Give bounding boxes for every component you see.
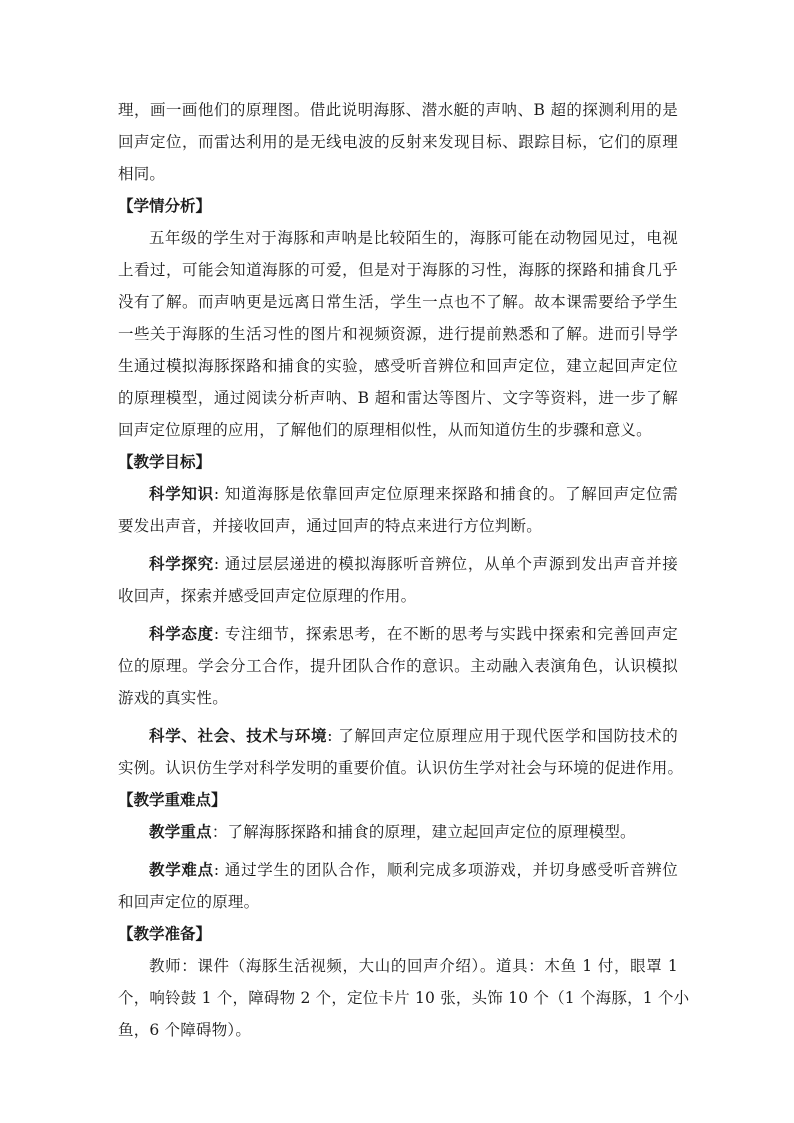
goal-sts [118,720,684,784]
paragraph-line: 生通过模拟海豚探路和捕食的实验，感受听音辨位和回声定位，建立起回声定位 [118,357,678,375]
paragraph-line: 位的原理。学会分工合作，提升团队合作的意识。主动融入表演角色，认识模拟 [118,657,678,675]
paragraph-line: 回声定位原理的应用，了解他们的原理相似性，从而知道仿生的步骤和意义。 [118,421,652,439]
paragraph-line: 五年级的学生对于海豚和声呐是比较陌生的，海豚可能在动物园见过，电视 [149,229,678,247]
paragraph-line [118,854,678,886]
paragraph-line: 教师：课件（海豚生活视频，大山的回声介绍）。道具：木鱼 1 付，眼罩 1 [149,957,678,975]
paragraph-line: 游戏的真实性。 [118,689,228,707]
goal-text: : 专注细节，探索思考，在不断的思考与实践中探索和完善回声定 [213,625,678,643]
paragraph-line: 要发出声音，并接收回声，通过回声的特点来进行方位判断。 [118,517,542,535]
paragraph-line [118,478,678,510]
section-heading-analysis: 【学情分析】 [118,196,212,215]
section-heading-prep: 【教学准备】 [118,924,212,943]
keypoint-text: ：了解海豚探路和捕食的原理，建立起回声定位的原理模型。 [211,823,636,841]
goal-inquiry [118,548,678,612]
goal-label: 科学态度 [149,624,214,643]
goal-attitude [118,618,678,714]
paragraph-line: 个，响铃鼓 1 个，障碍物 2 个，定位卡片 10 张，头饰 10 个（1 个海豚，1 个小 [118,989,690,1007]
paragraph-line [118,720,678,752]
paragraph-line [118,618,678,650]
section-heading-keypoints: 【教学重难点】 [118,790,227,809]
keypoint-difficult [118,854,678,918]
goal-label: 科学探究 [149,554,214,573]
paragraph-line [118,548,678,580]
analysis-paragraph [118,222,678,446]
paragraph-line: 没有了解。而声呐更是远离日常生活，学生一点也不了解。故本课需要给予学生 [118,293,678,311]
section-heading-goals: 【教学目标】 [118,452,212,471]
paragraph-line: 回声定位，而雷达利用的是无线电波的反射来发现目标、跟踪目标，它们的原理 [118,133,678,151]
paragraph-line: 理，画一画他们的原理图。借此说明海豚、潜水艇的声呐、B 超的探测利用的是 [118,101,678,119]
keypoint-text: : 通过学生的团队合作，顺利完成多项游戏，并切身感受听音辨位 [213,861,678,879]
goal-text: : 通过层层递进的模拟海豚听音辨位，从单个声源到发出声音并接 [213,555,678,573]
prep-paragraph [118,950,690,1046]
paragraph-line: 一些关于海豚的生活习性的图片和视频资源，进行提前熟悉和了解。进而引导学 [118,325,678,343]
paragraph-line: 实例。认识仿生学对科学发明的重要价值。认识仿生学对社会与环境的促进作用。 [118,759,684,777]
paragraph-line: 鱼，6 个障碍物）。 [118,1021,252,1039]
paragraph-line: 收回声，探索并感受回声定位原理的作用。 [118,587,417,605]
intro-paragraph [118,94,678,190]
goal-label: 科学、社会、技术与环境 [149,726,328,745]
paragraph-line: 的原理模型，通过阅读分析声呐、B 超和雷达等图片、文字等资料，进一步了解 [118,389,678,407]
paragraph-line: 相同。 [118,165,166,183]
paragraph-line: 和回声定位的原理。 [118,893,260,911]
paragraph-line: 上看过，可能会知道海豚的可爱，但是对于海豚的习性，海豚的探路和捕食几乎 [118,261,678,279]
keypoint-key [118,816,678,848]
goal-text: : 知道海豚是依靠回声定位原理来探路和捕食的。了解回声定位需 [213,485,678,503]
goal-text: : 了解回声定位原理应用于现代医学和国防技术的 [327,727,678,745]
keypoint-label: 教学难点 [149,860,214,879]
document-page [118,94,690,1046]
goal-label: 科学知识 [149,484,214,503]
goal-knowledge [118,478,678,542]
keypoint-label: 教学重点 [149,822,212,841]
